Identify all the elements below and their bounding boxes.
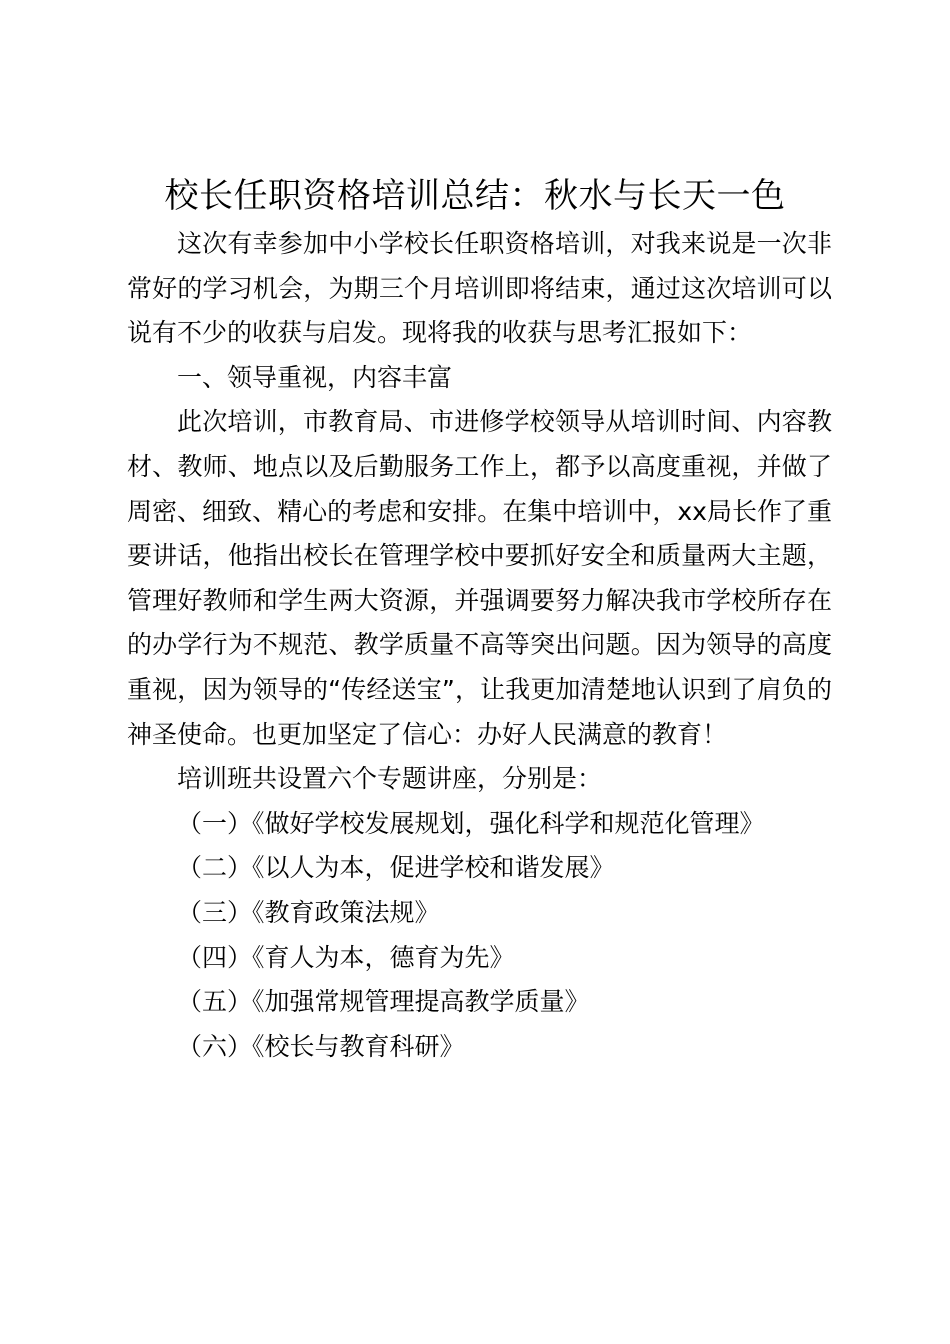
document-title: 校长任职资格培训总结：秋水与长天一色 (164, 176, 786, 216)
lecture-item-2: （二）《以人为本，促进学校和谐发展》 (177, 853, 615, 883)
section-heading: 一、领导重视，内容丰富 (177, 362, 453, 392)
intro-paragraph: 这次有幸参加中小学校长任职资格培训，对我来说是一次非常好的学习机会，为期三个月培训即将结束，通过这次培训可以说有不少的收获与启发。现将我的收获与思考汇报如下： (127, 229, 832, 348)
intro-block (127, 222, 832, 1069)
lecture-item-1: （一）《做好学校发展规划，强化科学和规范化管理》 (177, 808, 765, 838)
section-paragraph: 此次培训，市教育局、市进修学校领导从培训时间、内容教材、教师、地点以及后勤服务工作上，都予以高度重视，并做了周密、细致、精心的考虑和安排。在集中培训中，xx局长作了重要讲话，他指出校长在管理学校中要抓好安全和质量两大主题，管理好教师和学生两大资源，并强调要努力解决我市学校所存在的办学行为不规范、教学质量不高等突出问题。因为领导的高度重视，因为领导的“传经送宝”，让我更加清楚地认识到了肩负的神圣使命。也更加坚定了信心：办好人民满意的教育！ (127, 407, 832, 749)
lecture-item-6: （六）《校长与教育科研》 (177, 1031, 465, 1061)
lecture-item-4: （四）《育人为本，德育为先》 (177, 942, 515, 972)
lecture-item-3: （三）《教育政策法规》 (177, 897, 440, 927)
lecture-item-5: （五）《加强常规管理提高教学质量》 (177, 987, 590, 1017)
lectures-intro: 培训班共设置六个专题讲座，分别是： (177, 764, 603, 794)
